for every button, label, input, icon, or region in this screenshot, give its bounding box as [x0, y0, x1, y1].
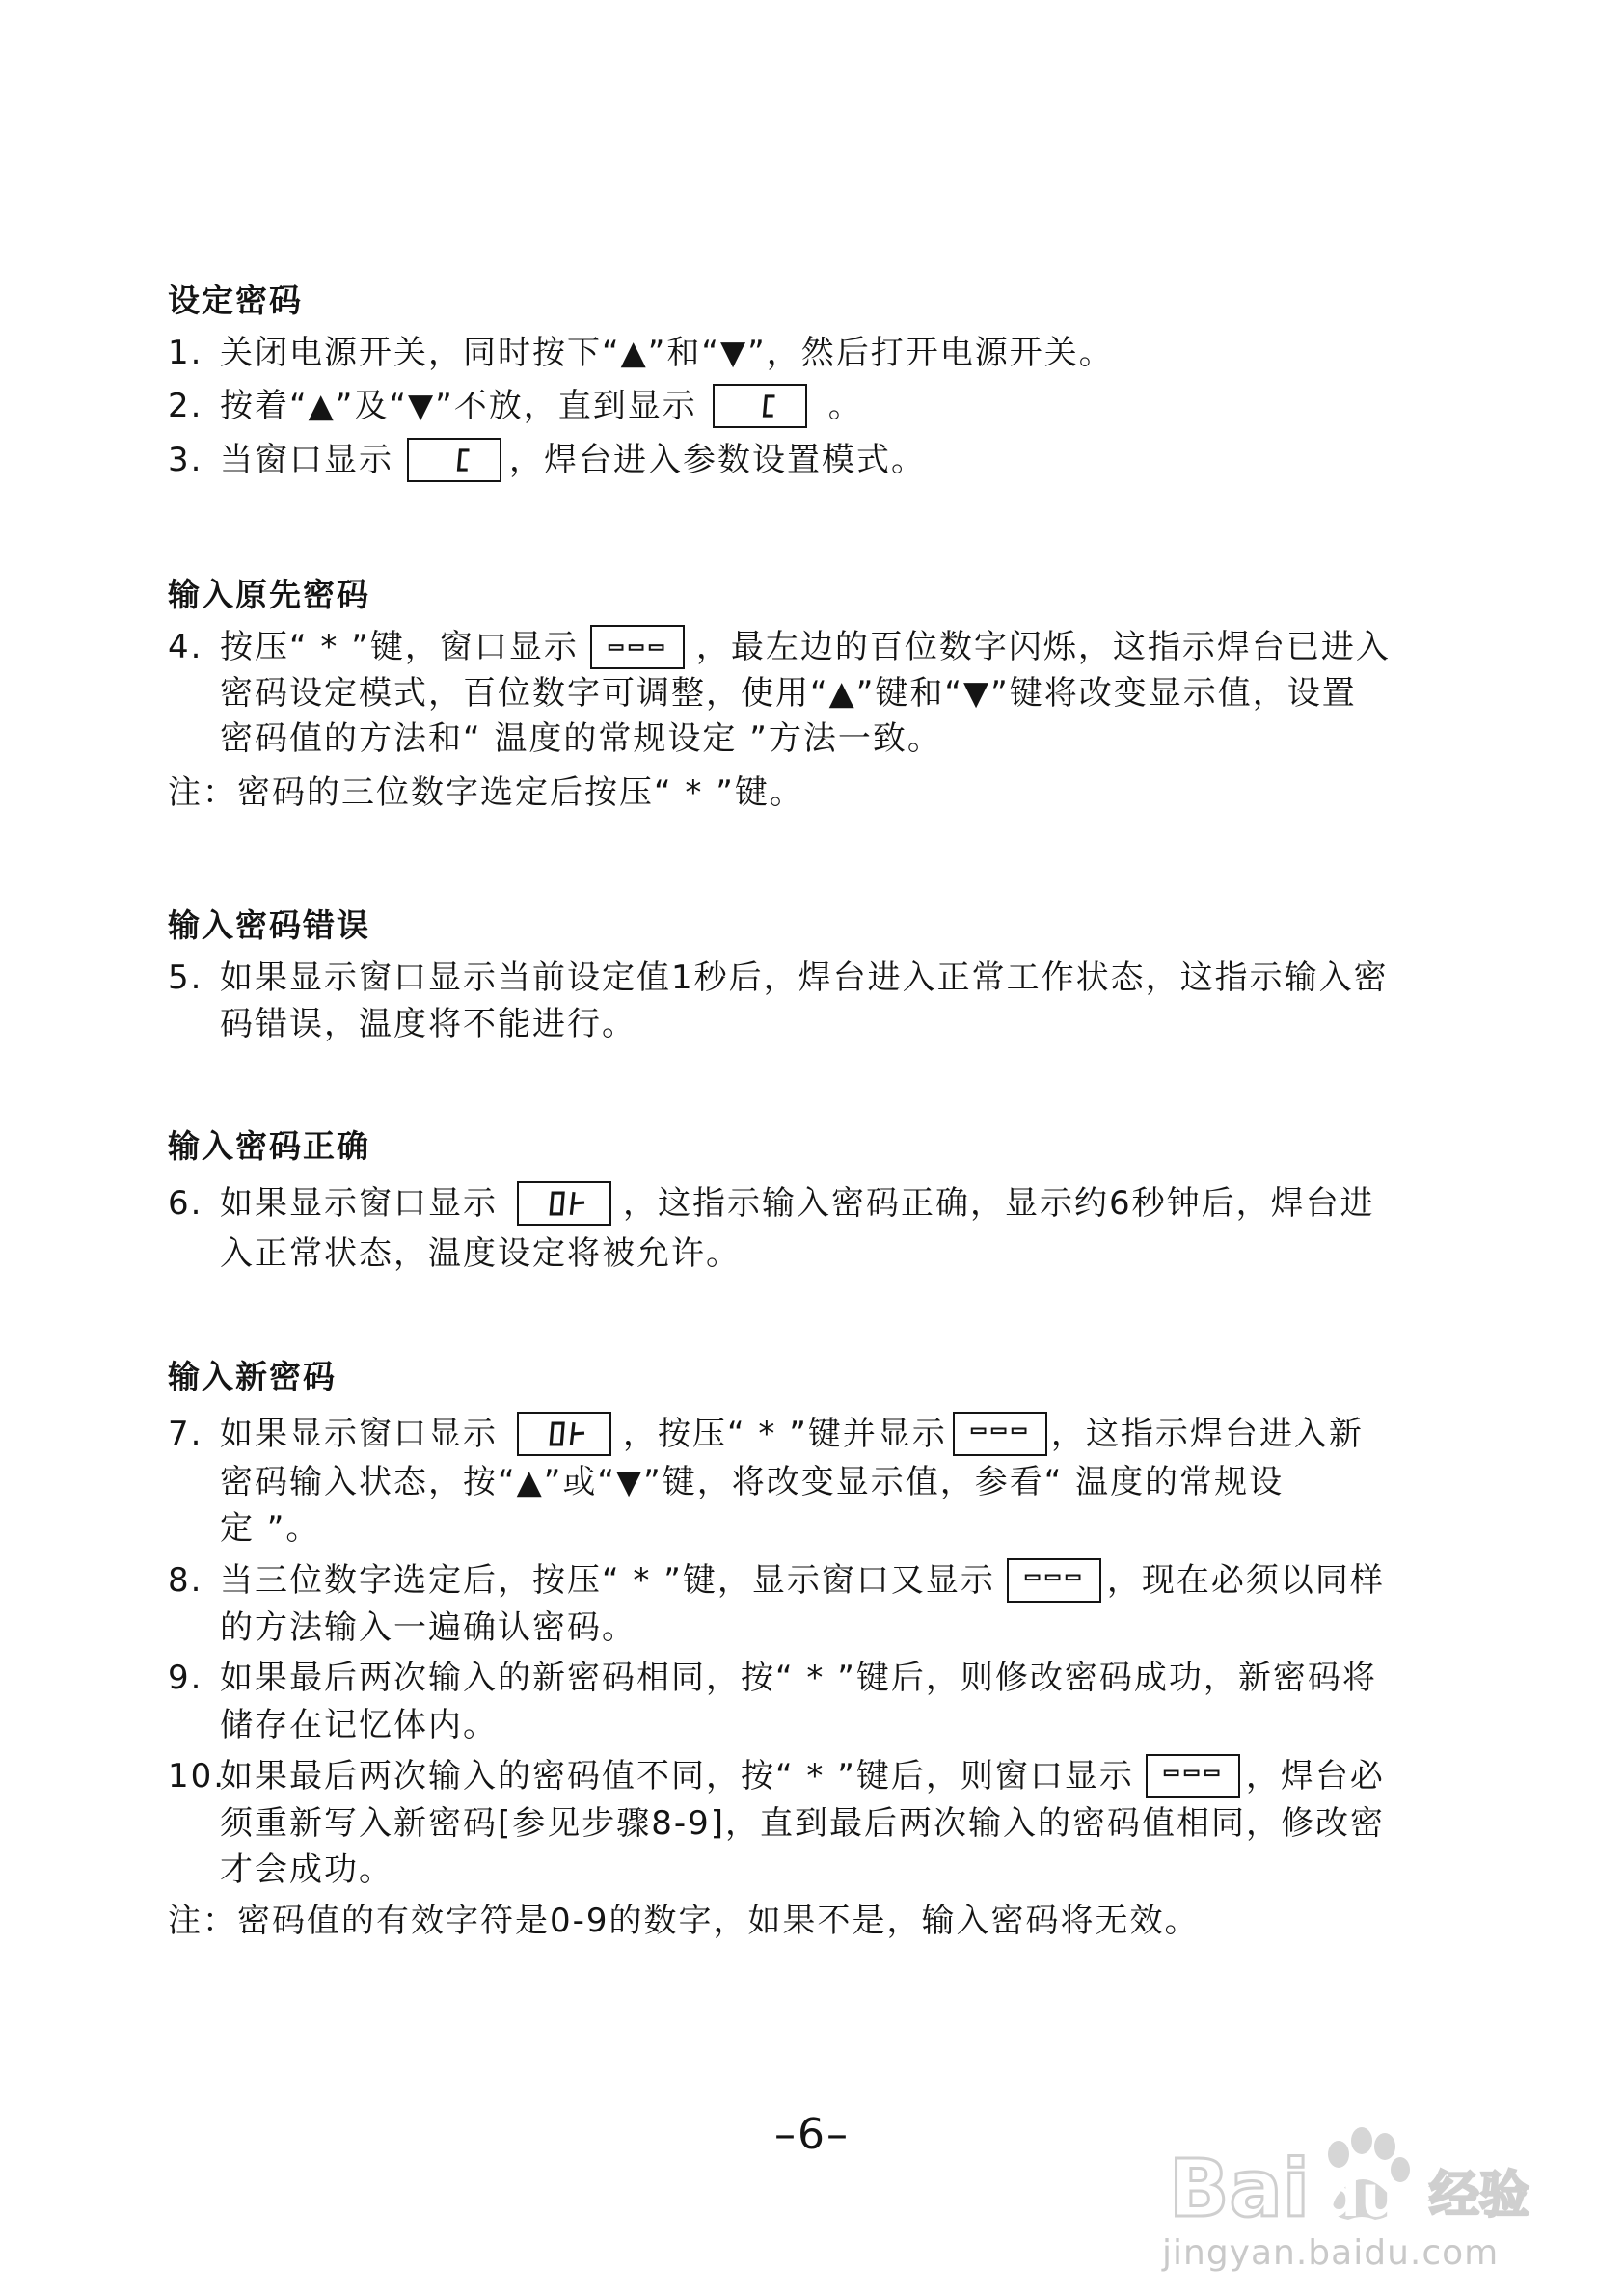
step-6 [168, 1180, 1375, 1227]
note-1: 注：密码的三位数字选定后按压“ * ”键。 [168, 773, 804, 812]
step-number: 6. [168, 1184, 203, 1223]
step-text-tail: ，焊台必 [1245, 1757, 1385, 1796]
step-text: 当窗口显示 [220, 441, 393, 479]
step-6-line-2: 入正常状态，温度设定将被允许。 [220, 1234, 741, 1273]
section-heading-enter-old-password: 输入原先密码 [168, 576, 370, 613]
step-text: 如果显示窗口显示当前设定值1秒后，焊台进入正常工作状态，这指示输入密 [220, 959, 1389, 997]
step-4-line-2: 密码设定模式，百位数字可调整，使用“▲”键和“▼”键将改变显示值，设置 [220, 674, 1357, 713]
step-10 [168, 1753, 1385, 1799]
step-10-line-2: 须重新写入新密码[参见步骤8-9]，直到最后两次输入的密码值相同，修改密 [220, 1804, 1386, 1843]
step-text: 如果最后两次输入的密码值不同，按“ * ”键后，则窗口显示 [220, 1757, 1134, 1796]
step-text: 如果显示窗口显示 [220, 1415, 498, 1453]
step-number: 5. [168, 959, 203, 997]
lcd-display-c-icon [713, 384, 807, 428]
step-text: 如果显示窗口显示 [220, 1184, 498, 1223]
svg-text:经验: 经验 [1429, 2167, 1530, 2225]
step-3 [168, 437, 926, 483]
step-number: 7. [168, 1415, 203, 1453]
step-8-line-2: 的方法输入一遍确认密码。 [220, 1608, 636, 1647]
step-5-line-2: 码错误，温度将不能进行。 [220, 1005, 636, 1043]
step-text-tail: ，这指示焊台进入新 [1050, 1415, 1364, 1453]
note-2: 注：密码值的有效字符是0-9的数字，如果不是，输入密码将无效。 [168, 1902, 1200, 1940]
page-number: –6– [774, 2110, 850, 2159]
step-number: 1. [168, 334, 203, 372]
step-text-tail: ，这指示输入密码正确，显示约6秒钟后，焊台进 [623, 1184, 1375, 1223]
step-9-line-2: 储存在记忆体内。 [220, 1706, 498, 1744]
step-number: 3. [168, 441, 203, 479]
step-text-tail: ，最左边的百位数字闪烁，这指示焊台已进入 [695, 628, 1391, 666]
lcd-display-dashes-icon [953, 1412, 1047, 1456]
step-number: 9. [168, 1659, 203, 1697]
step-7 [168, 1411, 1364, 1457]
section-heading-wrong-password: 输入密码错误 [168, 906, 370, 944]
watermark-url: jingyan.baidu.com [1162, 2233, 1500, 2273]
step-4 [168, 624, 1391, 670]
lcd-display-ok-icon [517, 1181, 611, 1226]
lcd-display-dashes-icon [1007, 1558, 1101, 1603]
step-2 [168, 383, 863, 429]
step-number: 4. [168, 628, 203, 666]
step-text-tail: ，焊台进入参数设置模式。 [509, 441, 926, 479]
step-1 [168, 330, 1114, 376]
lcd-display-dashes-icon [1146, 1754, 1240, 1798]
svg-text:Bai: Bai [1169, 2144, 1310, 2235]
step-7-line-2: 密码输入状态，按“▲”或“▼”键，将改变显示值，参看“ 温度的常规设 [220, 1463, 1285, 1501]
step-text: 当三位数字选定后，按压“ * ”键，显示窗口又显示 [220, 1561, 995, 1600]
step-text: 如果最后两次输入的新密码相同，按“ * ”键后，则修改密码成功，新密码将 [220, 1659, 1377, 1697]
section-heading-correct-password: 输入密码正确 [168, 1127, 370, 1165]
step-4-line-3: 密码值的方法和“ 温度的常规设定 ”方法一致。 [220, 719, 942, 758]
step-10-line-3: 才会成功。 [220, 1850, 393, 1889]
step-number: 10. [168, 1757, 227, 1796]
step-9 [168, 1655, 1377, 1701]
step-7-line-3: 定 ”。 [220, 1509, 321, 1548]
section-heading-new-password: 输入新密码 [168, 1358, 337, 1395]
lcd-display-dashes-icon [590, 625, 685, 669]
step-text: 关闭电源开关，同时按下“▲”和“▼”，然后打开电源开关。 [220, 334, 1114, 372]
step-text-tail: 。 [827, 387, 863, 425]
lcd-display-ok-icon [517, 1412, 611, 1456]
step-text-tail: ，现在必须以同样 [1106, 1561, 1385, 1600]
step-5 [168, 955, 1389, 1001]
step-8 [168, 1557, 1385, 1604]
step-text: 按压“ * ”键，窗口显示 [220, 628, 579, 666]
lcd-display-c-icon [407, 438, 501, 482]
step-text: 按着“▲”及“▼”不放，直到显示 [220, 387, 697, 425]
step-text-mid: ，按压“ * ”键并显示 [623, 1415, 947, 1453]
step-number: 2. [168, 387, 203, 425]
svg-text:du: du [1319, 2163, 1402, 2230]
section-heading-set-password: 设定密码 [168, 282, 303, 319]
step-number: 8. [168, 1561, 203, 1600]
